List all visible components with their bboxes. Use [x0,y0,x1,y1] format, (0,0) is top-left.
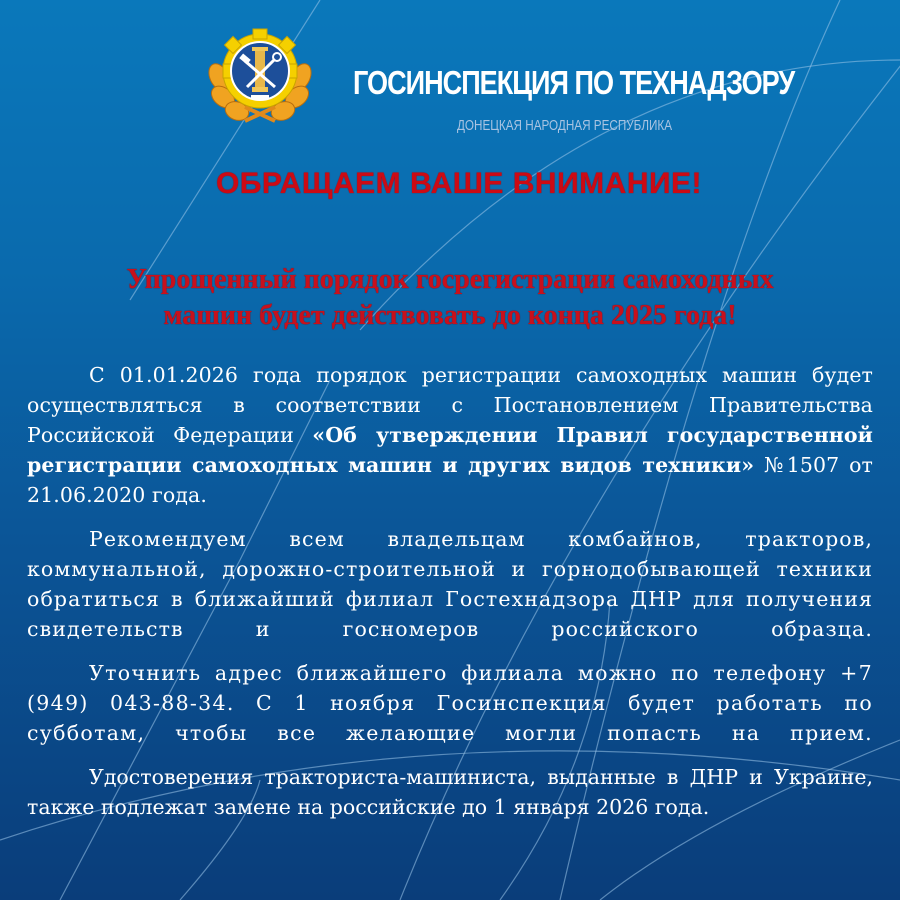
announcement-body [27,360,873,836]
paragraph-regulation [27,360,873,510]
organization-title: ГОСИНСПЕКЦИЯ ПО ТЕХНАДЗОРУ [353,64,795,101]
paragraph-recommendation: Рекомендуем всем владельцам комбайнов, тракторов, коммунальной, дорожно-строительной и горнодобывающей техники обратиться в ближайший филиал Гостехнадзора ДНР для получения свидетельств и госномеров российского образца. [27,527,873,641]
announcement-subheadline [40,262,860,334]
technical-supervision-emblem-icon [205,25,315,125]
paragraph-driver-licenses: Удостоверения тракториста-машиниста, выданные в ДНР и Украине, также подлежат замене на российские до 1 января 2026 года. [27,765,873,819]
regulation-title: «Об утверждении Правил государственной регистрации самоходных машин и других видов техники» [27,423,873,477]
attention-headline: ОБРАЩАЕМ ВАШЕ ВНИМАНИЕ! [215,167,703,200]
organization-subtitle: ДОНЕЦКАЯ НАРОДНАЯ РЕСПУБЛИКА [457,117,673,134]
regulation-number-date: №1507 от 21.06.2020 года. [27,453,874,507]
paragraph-regulation-intro: С 01.01.2026 года порядок регистрации самоходных машин будет осуществляться в соответствии с Постановлением Правительства Российской Федерации [27,363,873,447]
header [205,25,795,134]
paragraph-contact-phone: Уточнить адрес ближайшего филиала можно по телефону +7 (949) 043-88-34. С 1 ноября Госинспекция будет работать по субботам, чтобы все желающие могли попасть на прием. [27,661,873,745]
subheadline-line-2: машин будет действовать до конца 2025 года! [163,300,737,331]
subheadline-line-1: Упрощенный порядок госрегистрации самоходных [126,264,774,295]
